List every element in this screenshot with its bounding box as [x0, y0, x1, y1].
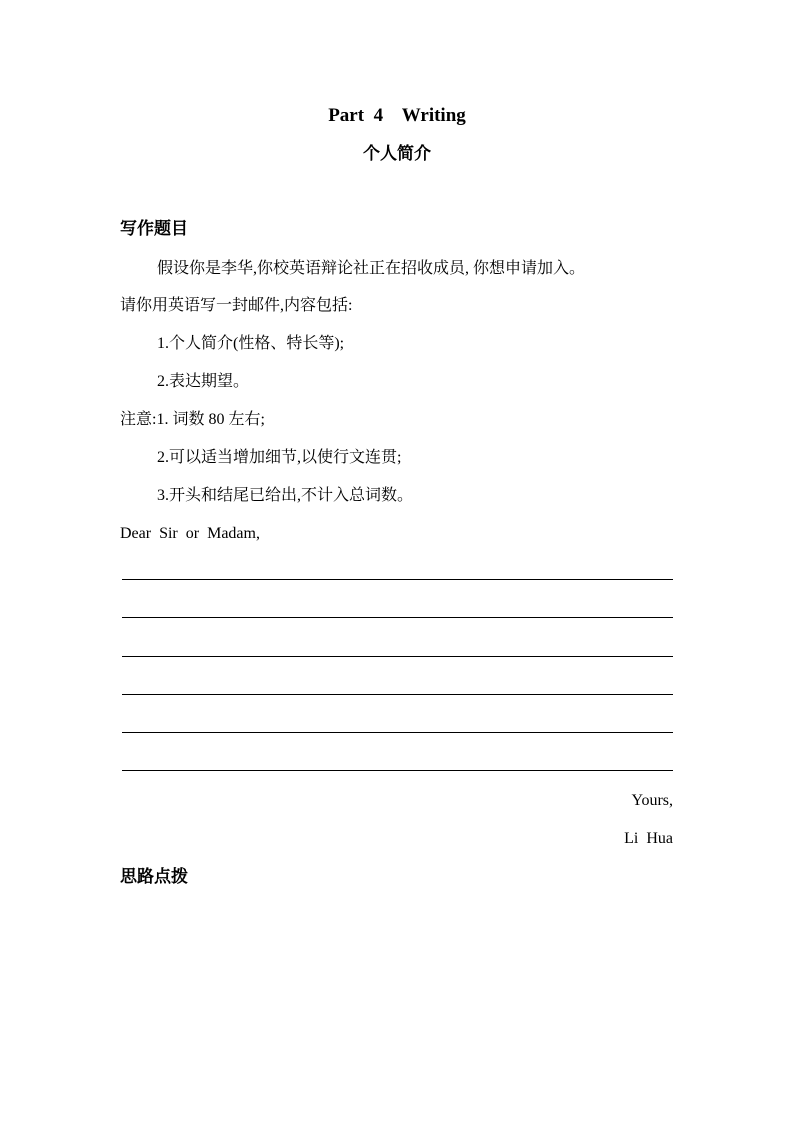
prompt-intro-line-2: 请你用英语写一封邮件,内容包括:	[120, 297, 353, 314]
answer-line-1[interactable]	[122, 579, 673, 580]
note-1: 注意:1. 词数 80 左右;	[120, 411, 265, 428]
letter-closing: Yours,	[631, 792, 673, 809]
prompt-intro-line-1: 假设你是李华,你校英语辩论社正在招收成员, 你想申请加入。	[157, 260, 586, 277]
answer-line-6[interactable]	[122, 770, 673, 771]
prompt-point-1: 1.个人简介(性格、特长等);	[157, 335, 345, 352]
letter-signature: Li Hua	[624, 830, 673, 847]
guide-heading: 思路点拨	[120, 867, 188, 886]
prompt-heading: 写作题目	[120, 219, 188, 238]
answer-line-4[interactable]	[122, 694, 673, 695]
prompt-point-2: 2.表达期望。	[157, 373, 250, 390]
answer-line-3[interactable]	[122, 656, 673, 657]
letter-greeting: Dear Sir or Madam,	[120, 525, 260, 542]
page-title: Part 4 Writing	[328, 105, 466, 126]
note-3: 3.开头和结尾已给出,不计入总词数。	[157, 487, 414, 504]
note-2: 2.可以适当增加细节,以使行文连贯;	[157, 449, 402, 466]
answer-line-2[interactable]	[122, 617, 673, 618]
answer-line-5[interactable]	[122, 732, 673, 733]
page-subtitle: 个人简介	[363, 144, 431, 163]
